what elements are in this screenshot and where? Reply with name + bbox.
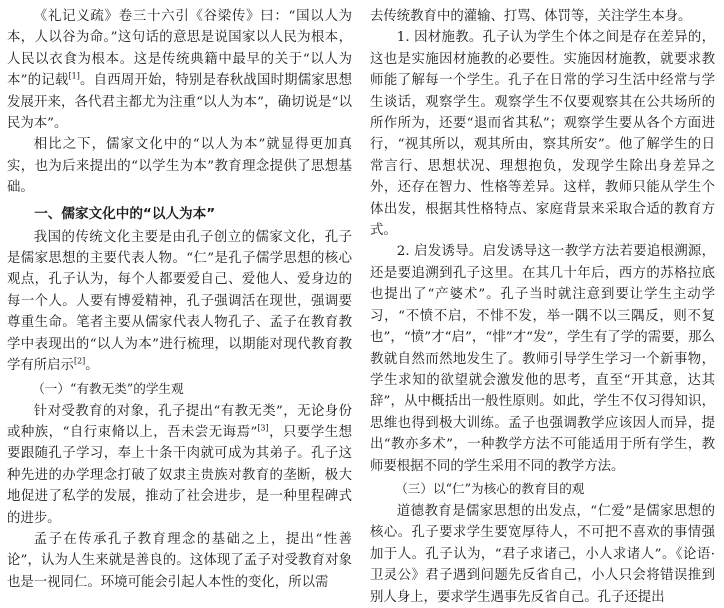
paragraph: 去传统教育中的灌输、打骂、体罚等，关注学生本身。 (370, 9, 692, 24)
paragraph: 道德教育是儒家思想的出发点，“仁爱”是儒家思想的核心。孔子要求学生要宽厚待人，不可把不喜欢的事情强加于人。孔子认为，“君子求诸己，小人求诸人”。《论语·卫灵公》君子遇到问题先反省自己，小人只会将错误推到别人身上，要求学生遇事先反省自己。孔子还提出 (370, 503, 715, 605)
paragraph-text: 我国的传统文化主要是由孔子创立的儒家文化，孔子是儒家思想的主要代表人物。“仁”是孔子儒学思想的核心观点，孔子认为，每个人都要爱自己、爱他人、爱身边的每一个人。人要有博爱精神，孔子强调活在现世，强调要尊重生命。笔者主要从儒家代表人物孔子、孟子在教育教学中表现出的“以人为本”进行梳理，以期能对现代教育教学有所启示 (7, 229, 352, 374)
left-column (7, 6, 352, 593)
paragraph (7, 6, 352, 134)
paragraph: 孟子在传承孔子教育理念的基础之上，提出“性善论”，认为人生来就是善良的。这体现了孟子对受教育对象也是一视同仁。环境可能会引起人本性的变化，所以需 (7, 531, 352, 590)
subsection-heading: （一）“有教无类”的学生观 (32, 380, 184, 396)
paragraph (7, 227, 352, 377)
citation-ref: [3] (257, 423, 269, 433)
paragraph-text: 针对受教育的对象，孔子提出“有教无类”，无论身份或种族，“自行束脩以上，吾未尝无诲焉” (7, 403, 352, 440)
paragraph: 相比之下，儒家文化中的“以人为本”就显得更加真实，也为后来提出的“以学生为本”教育理念提供了思想基础。 (7, 137, 352, 196)
paragraph-text: 。自西周开始，特别是春秋战国时期儒家思想发展开来，各代君主都尤为注重“以人为本”，确切说是“以民为本”。 (7, 73, 352, 132)
paragraph-text: ，只要学生想要跟随孔子学习，奉上十条干肉就可成为其弟子。孔子这种先进的办学理念打破了奴隶主贵族对教育的垄断，极大地促进了私学的发展，推动了社会进步，是一种里程碑式的进步。 (7, 424, 352, 526)
paragraph-text: 。 (85, 358, 99, 374)
citation-ref: [2] (73, 356, 86, 366)
right-column (370, 6, 715, 608)
citation-ref: [1] (68, 71, 80, 81)
paragraph-text: 《礼记义疏》卷三十六引《谷梁传》曰：“国以人为本，人以谷为命。”这句话的意思是说国家以人民为根本，人民以衣食为根本。这是传统典籍中最早的关于“以人为本”的记载 (7, 9, 352, 89)
paragraph (7, 401, 352, 529)
subsection-heading: （三）以“仁”为核心的教育目的观 (395, 480, 585, 496)
paragraph: 1. 因材施教。孔子认为学生个体之间是存在差异的，这也是实施因材施教的必要性。实施因材施教，就要求教师能了解每一个学生。孔子在日常的学习生活中经常与学生谈话，观察学生。观察学生不仅要观察其在公共场所的所作所为，还要“退而省其私”；观察学生要从各个方面进行，“视其所以，观其所由，察其所安”。他了解学生的日常言行、思想状况、理想抱负，发现学生除出身差异之外，还存在智力、性格等差异。这样，教师只能从学生个体出发，根据其性格特点、家庭背景来采取合适的教育方式。 (370, 30, 715, 239)
section-heading: 一、儒家文化中的“以人为本” (34, 205, 216, 222)
paragraph: 2. 启发诱导。启发诱导这一教学方法若要追根溯源，还是要追溯到孔子这里。在其几十年后，西方的苏格拉底也提出了“产婆术”。孔子当时就注意到要让学生主动学习，“不愤不启，不悱不发，举一隅不以三隅反，则不复也”，“愤”才“启”，“悱”才“发”，学生有了学的需要，那么教就自然而然地发生了。教师引导学生学习一个新事物，学生求知的欲望就会激发他的思考，直至“开其意，达其辞”，从中概括出一般性原则。如此，学生不仅习得知识，思维也得到极大训练。孟子也强调教学应该因人而异，提出“教亦多术”，一种教学方法不可能适用于所有学生，教师要根据不同的学生采用不同的教学方法。 (370, 244, 715, 474)
